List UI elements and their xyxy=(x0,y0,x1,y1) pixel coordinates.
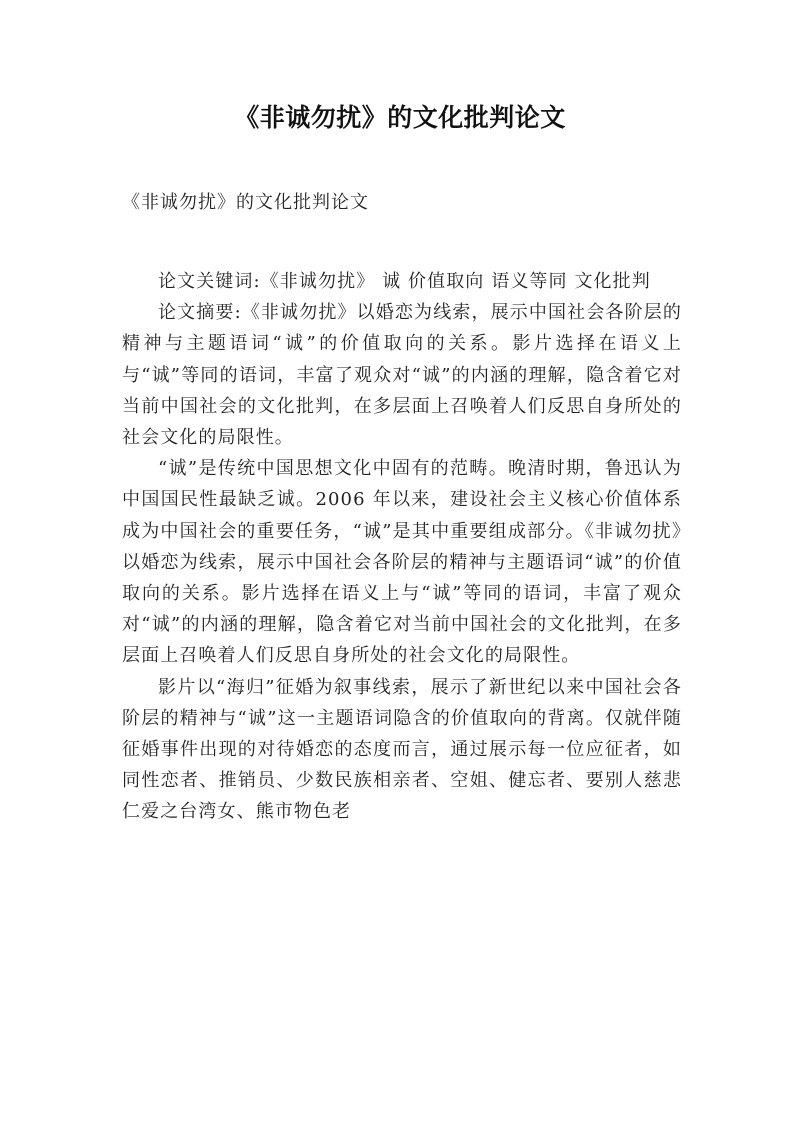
document-body xyxy=(122,266,682,828)
paragraph-body: “诚”是传统中国思想文化中固有的范畴。晚清时期，鲁迅认为中国国民性最缺乏诚。2006 年以来，建设社会主义核心价值体系成为中国社会的重要任务，“诚”是其中重要组成部分。《非诚勿扰》以婚恋为线索，展示中国社会各阶层的精神与主题语词“诚”的价值取向的关系。影片选择在语义上与“诚”等同的语词，丰富了观众对“诚”的内涵的理解，隐含着它对当前中国社会的文化批判，在多层面上召唤着人们反思自身所处的社会文化的局限性。 xyxy=(122,458,682,667)
paragraph-keywords: 论文关键词:《非诚勿扰》 诚 价值取向 语义等同 文化批判 xyxy=(158,271,651,292)
paragraph-body: 影片以“海归”征婚为叙事线索，展示了新世纪以来中国社会各阶层的精神与“诚”这一主题语词隐含的价值取向的背离。仅就伴随征婚事件出现的对待婚恋的态度而言，通过展示每一位应征者，如同性恋者、推销员、少数民族相亲者、空姐、健忘者、要别人慈悲仁爱之台湾女、熊市物色老 xyxy=(122,676,682,823)
document-subtitle: 《非诚勿扰》的文化批判论文 xyxy=(122,192,369,213)
document-title: 《非诚勿扰》的文化批判论文 xyxy=(234,103,566,132)
paragraph-abstract: 论文摘要:《非诚勿扰》以婚恋为线索，展示中国社会各阶层的精神与主题语词“诚”的价值取向的关系。影片选择在语义上与“诚”等同的语词，丰富了观众对“诚”的内涵的理解，隐含着它对当前中国社会的文化批判，在多层面上召唤着人们反思自身所处的社会文化的局限性。 xyxy=(122,302,682,449)
